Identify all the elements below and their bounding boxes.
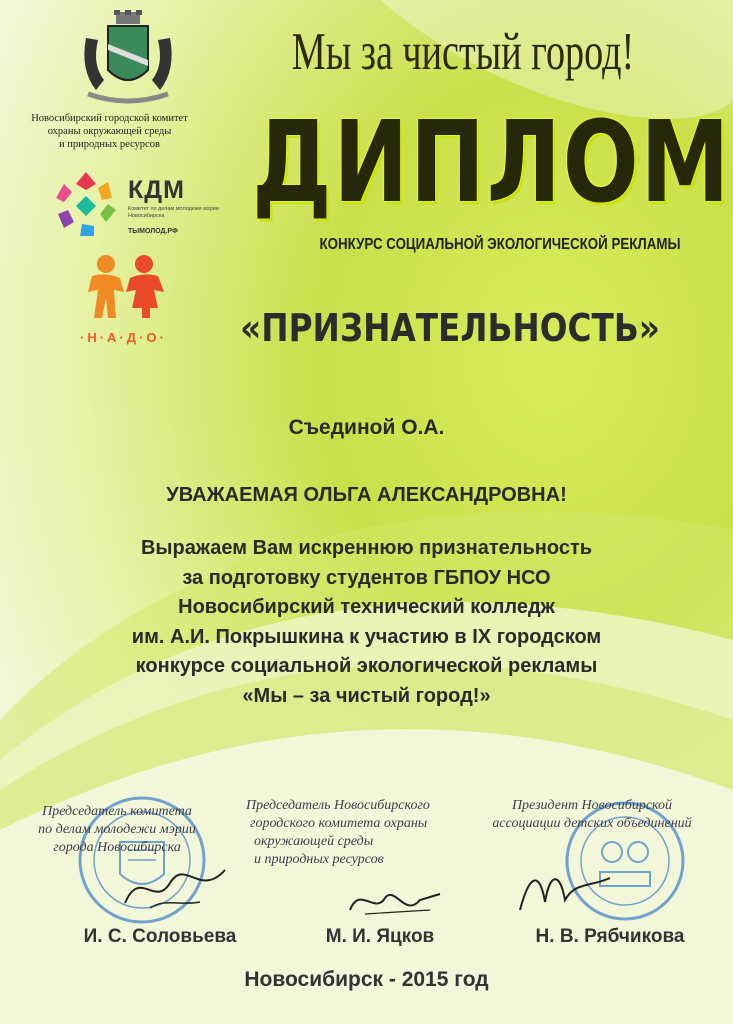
signature-title [22,803,212,857]
nado-children-icon [82,252,170,324]
nado-label: ·Н·А·Д·О· [80,330,167,345]
signatory-name: И. С. Соловьева [83,926,237,947]
kdm-title: КДМ [128,176,185,204]
signature-title-line: города Новосибирска [53,840,181,855]
signature-title [246,797,456,869]
signature-title [472,797,712,833]
committee-line: охраны окружающей среды [47,126,172,137]
diploma-title: ДИПЛОМ [252,98,732,228]
signatory-name: М. И. Яцков [325,926,435,947]
signature-title-line: ассоциации детских объединений [492,816,692,831]
gratitude-line: Новосибирский технический колледж [178,596,555,618]
committee-line: Новосибирский городской комитет [31,113,188,124]
gratitude-line: Выражаем Вам искреннюю признательность [140,537,593,559]
committee-line: и природных ресурсов [59,139,160,150]
gratitude-text [0,534,733,711]
signature-icon [120,858,230,918]
award-title: «ПРИЗНАТЕЛЬНОСТЬ» [240,306,660,350]
signature-title-line: Председатель Новосибирского [246,798,430,813]
committee-name [22,112,197,151]
slogan: Мы за чистый город! [291,23,635,81]
footer-city-year: Новосибирск - 2015 год [244,968,489,991]
signature-title-line: Председатель комитета [42,804,192,819]
signatory-name: Н. В. Рябчикова [535,926,685,947]
signature-icon [345,880,445,925]
coat-of-arms-icon [78,10,178,110]
signature-icon [515,862,615,918]
contest-name: КОНКУРС СОЦИАЛЬНОЙ ЭКОЛОГИЧЕСКОЙ РЕКЛАМЫ [319,236,681,253]
signature-title-line: окружающей среды [254,834,374,849]
greeting: УВАЖАЕМАЯ ОЛЬГА АЛЕКСАНДРОВНА! [166,484,567,506]
gratitude-line: конкурсе социальной экологической рекламы [135,655,598,677]
kdm-site: ТЫМОЛОД.РФ [128,228,178,235]
gratitude-line: «Мы – за чистый город!» [242,684,491,707]
kdm-logo-icon [50,170,122,242]
gratitude-line: им. А.И. Покрышкина к участию в IX городском [131,625,602,648]
kdm-subtitle: Комитет по делам молодежи мэрии Новосибирска [128,206,219,219]
gratitude-line: за подготовку студентов ГБПОУ НСО [182,566,551,589]
signature-title-line: городского комитета охраны [250,816,428,831]
recipient-name: Съединой О.А. [288,416,445,439]
signature-title-line: Президент Новосибирской [511,798,673,813]
signature-title-line: и природных ресурсов [254,852,384,867]
signature-title-line: по делам молодежи мэрии [38,822,196,837]
